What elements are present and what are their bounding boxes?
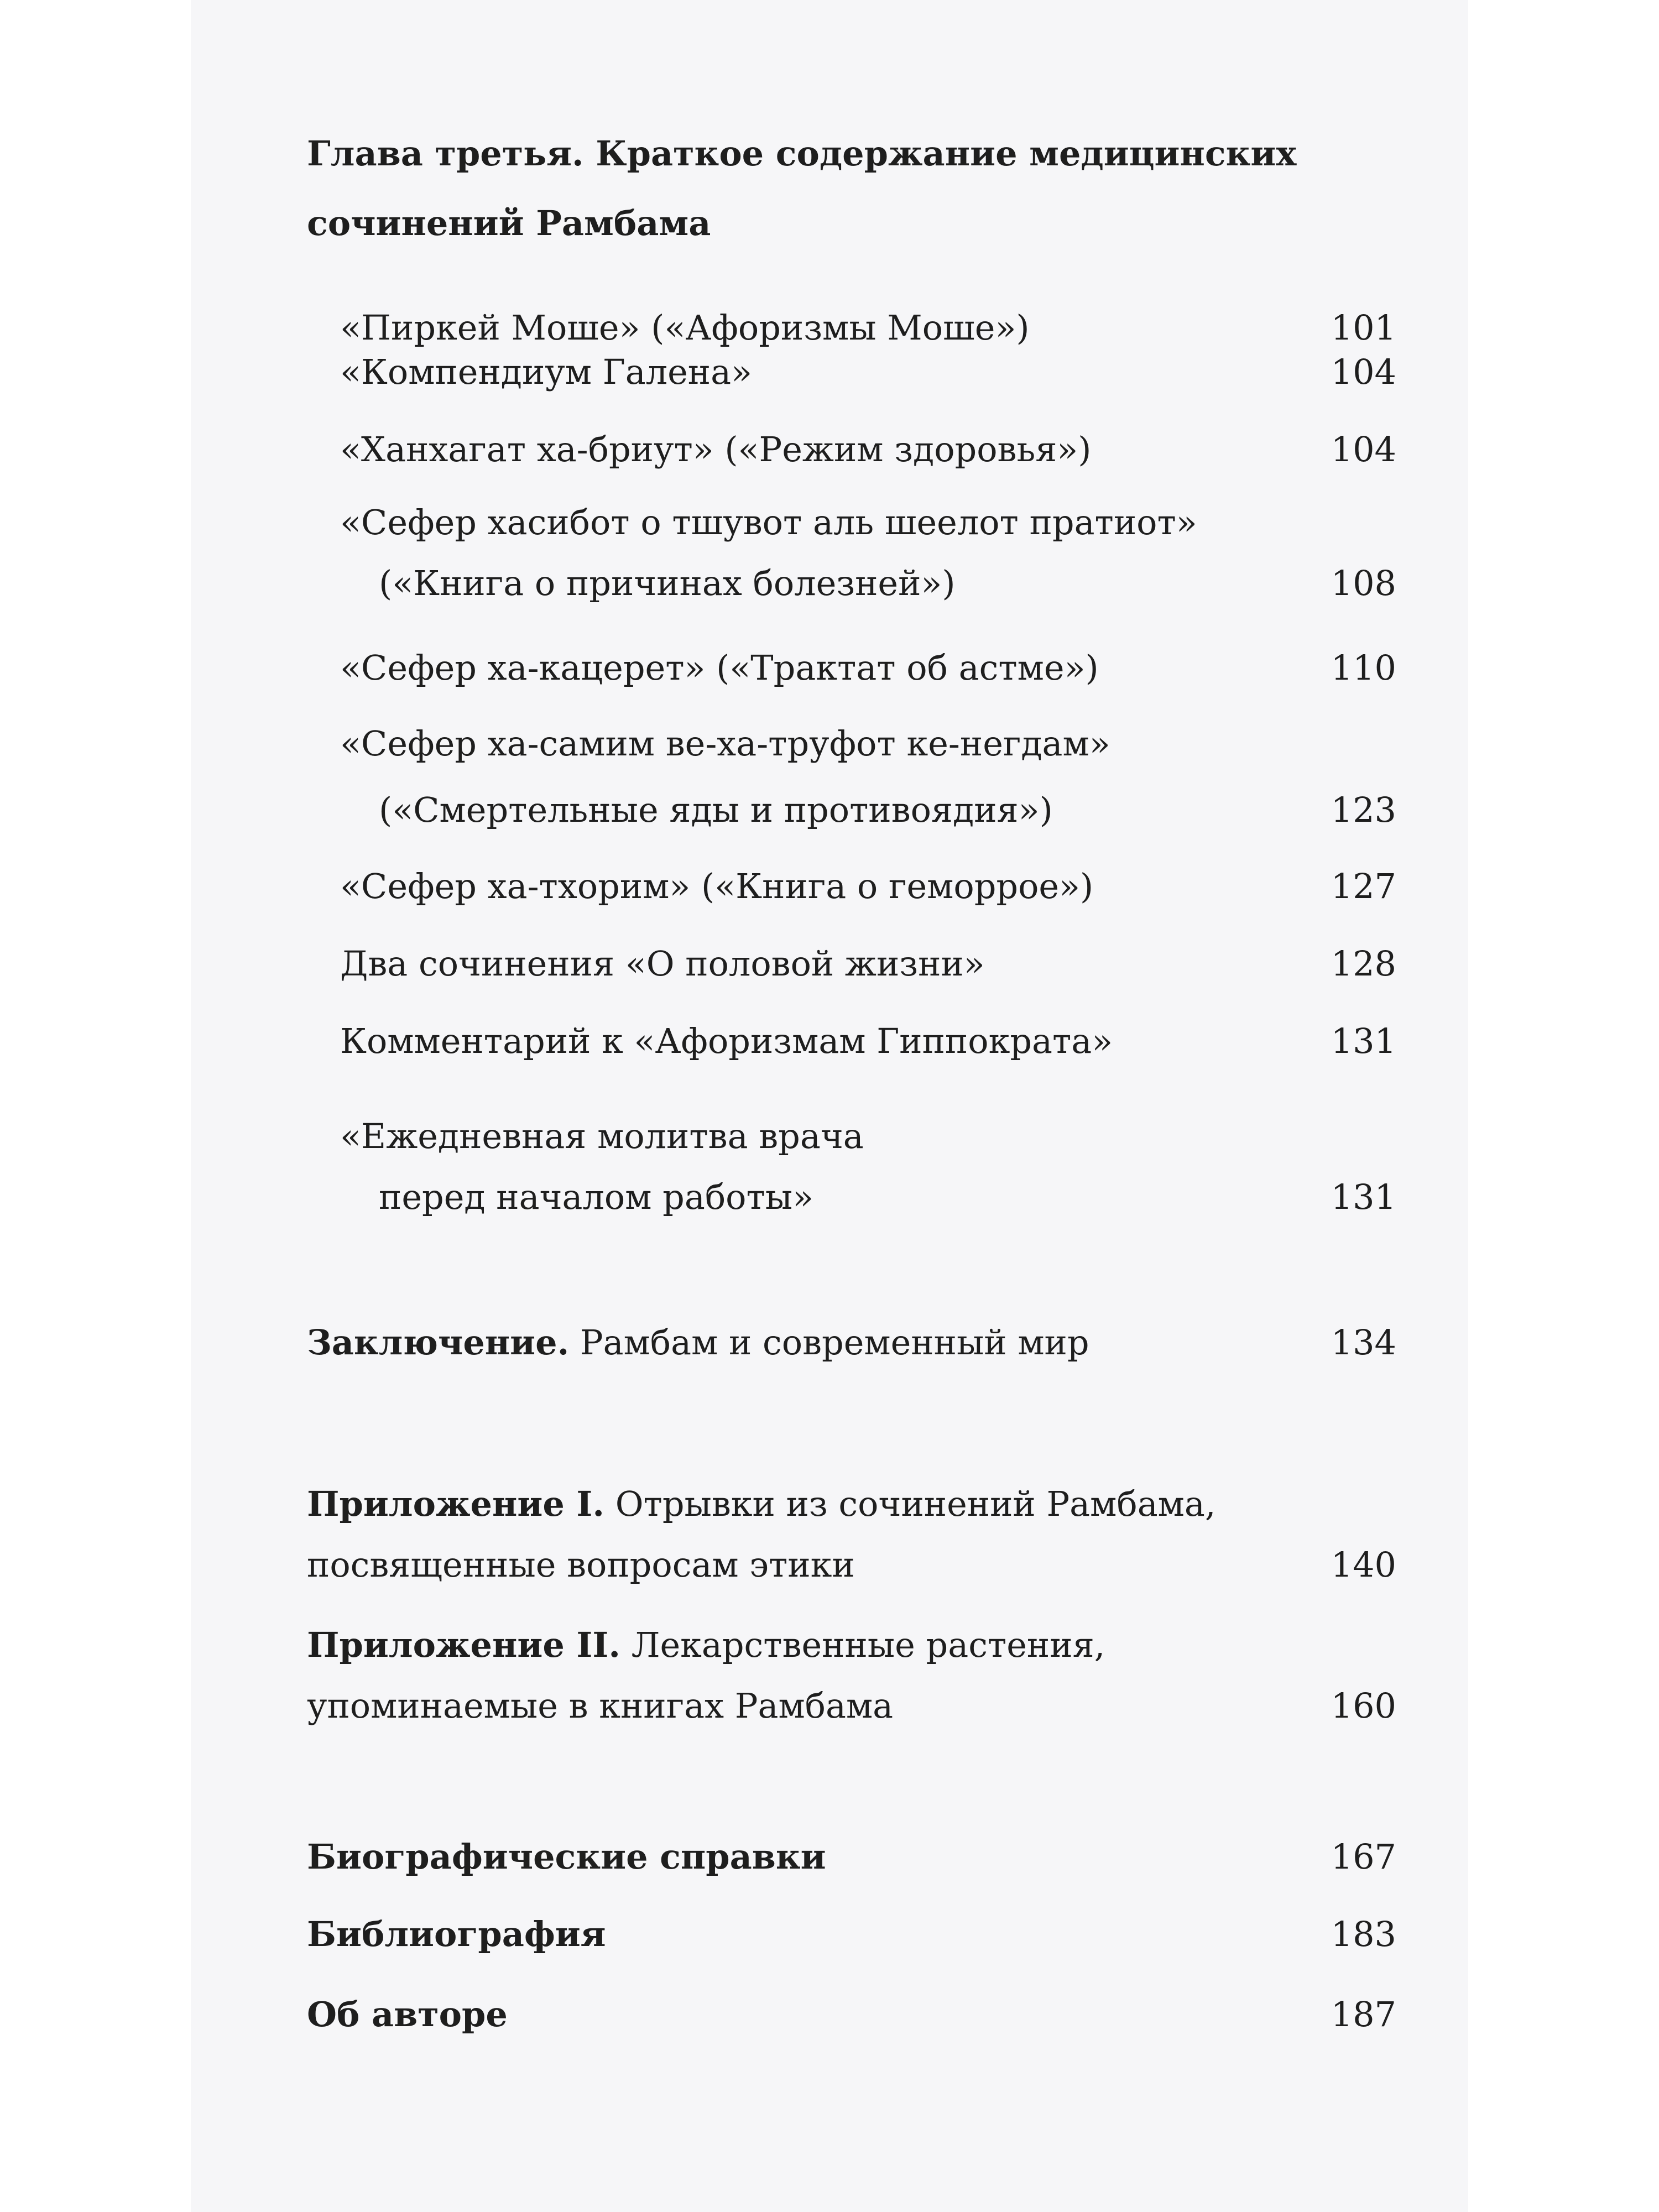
toc-item-title: Два сочинения «О половой жизни»: [340, 943, 985, 984]
toc-item-page: 101: [1331, 307, 1396, 348]
appendix-2-title-line-2: упоминаемые в книгах Рамбама: [307, 1686, 894, 1726]
bio-title: Биографические справки: [307, 1837, 826, 1877]
toc-appendix-1: [307, 1474, 1396, 1595]
toc-item-title-line-1: «Сефер ха-самим ве-ха-труфот ке-негдам»: [340, 723, 1110, 764]
toc-item-title-line-1: «Сефер хасибот о тшувот аль шеелот пратиот»: [340, 502, 1197, 542]
toc-item-page: 131: [1331, 1177, 1396, 1217]
toc-item: [307, 633, 1396, 703]
toc-item-page: 183: [1331, 1914, 1396, 1954]
toc-item-page: 127: [1331, 866, 1396, 906]
chapter-heading-line-2: сочинений Рамбама: [307, 203, 711, 243]
toc-item-page: 187: [1331, 1994, 1396, 2034]
conclusion-title: Рамбам и современный мир: [569, 1322, 1089, 1363]
toc-item-title: «Сефер ха-тхорим» («Книга о геморрое»): [340, 866, 1094, 906]
bibliography-title: Библиография: [307, 1914, 606, 1954]
toc-item-page: 104: [1331, 352, 1396, 392]
toc-item-title-line-2: («Книга о причинах болезней»): [379, 563, 956, 603]
toc-item-page: 160: [1331, 1686, 1396, 1726]
toc-item-page: 110: [1331, 648, 1396, 688]
toc-item-page: 134: [1331, 1322, 1396, 1363]
toc-bio: [307, 1822, 1396, 1892]
toc-conclusion: [307, 1308, 1396, 1378]
toc-item-page: 131: [1331, 1021, 1396, 1061]
toc-item-page: 104: [1331, 429, 1396, 469]
toc-item-title: «Ханхагат ха-бриут» («Режим здоровья»): [340, 429, 1092, 469]
toc-item-title-line-2: перед началом работы»: [379, 1177, 814, 1217]
toc-item: [307, 1106, 1396, 1228]
toc-item: [307, 852, 1396, 921]
chapter-heading-line-1: Глава третья. Краткое содержание медицинских: [307, 133, 1297, 174]
conclusion-label: Заключение.: [307, 1322, 570, 1363]
appendix-1-title: Отрывки из сочинений Рамбама,: [604, 1484, 1216, 1524]
toc-item: [307, 1006, 1396, 1076]
appendix-1-label: Приложение I.: [307, 1484, 604, 1524]
toc-item-page: 140: [1331, 1545, 1396, 1585]
toc-item-title: Комментарий к «Афоризмам Гиппократа»: [340, 1021, 1113, 1061]
toc-appendix-2: [307, 1615, 1396, 1736]
toc-item-page: 167: [1331, 1837, 1396, 1877]
toc-chapter-heading: [307, 119, 1396, 258]
toc-item-page: 123: [1331, 790, 1396, 830]
appendix-2-title: Лекарственные растения,: [620, 1625, 1105, 1665]
author-title: Об авторе: [307, 1994, 508, 2034]
appendix-2-label: Приложение II.: [307, 1625, 620, 1665]
toc-item: [307, 415, 1396, 484]
toc-item-title: «Пиркей Моше» («Афоризмы Моше»): [340, 307, 1030, 348]
toc-item: [307, 337, 1396, 407]
toc-item-title-line-1: «Ежедневная молитва врача: [340, 1116, 864, 1156]
toc-item-title-line-2: («Смертельные яды и противоядия»): [379, 790, 1053, 830]
toc-item: [307, 929, 1396, 999]
appendix-1-title-line-2: посвященные вопросам этики: [307, 1545, 855, 1585]
toc-item: [307, 711, 1396, 843]
toc-item-title: «Сефер ха-кацерет» («Трактат об астме»): [340, 648, 1099, 688]
toc-author: [307, 1980, 1396, 2049]
toc-bibliography: [307, 1900, 1396, 1969]
toc-item-title: «Компендиум Галена»: [340, 352, 753, 392]
toc-item: [307, 492, 1396, 614]
toc-item-page: 108: [1331, 563, 1396, 603]
toc-item-page: 128: [1331, 943, 1396, 984]
